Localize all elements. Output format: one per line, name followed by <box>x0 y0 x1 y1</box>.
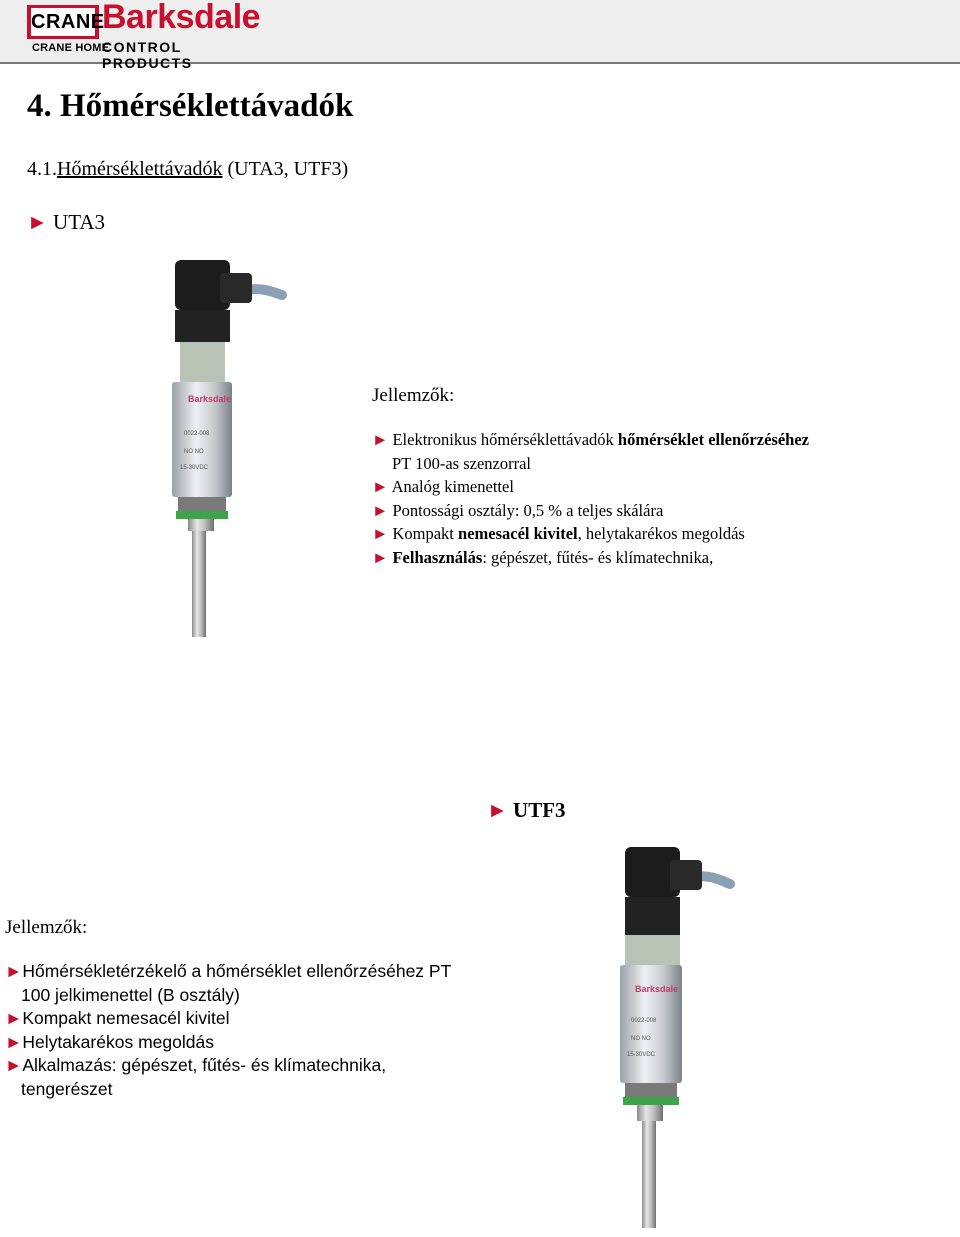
uta3-label: UTA3 <box>53 210 106 234</box>
sensor-brand-label: Barksdale <box>635 984 679 994</box>
control-products-text: CONTROL PRODUCTS <box>102 39 193 71</box>
sensor-brand-label: Barksdale <box>188 394 232 404</box>
utf3-sensor-image <box>595 842 745 1232</box>
utf3-feature-list <box>5 960 451 1101</box>
hex-nut <box>625 1083 677 1097</box>
feature-text: , helytakarékos megoldás <box>577 524 745 543</box>
list-item <box>372 546 809 570</box>
connector-gland <box>220 273 252 303</box>
feature-text-bold: Felhasználás <box>392 547 483 567</box>
list-item <box>372 522 809 546</box>
thread <box>637 1105 663 1121</box>
clear-housing <box>180 342 225 382</box>
barksdale-brand-text: Barksdale <box>102 0 261 36</box>
list-item <box>372 428 809 452</box>
feature-text-bold: hőmérséklet ellenőrzéséhez <box>617 430 809 449</box>
sensor-label-line: 15-30VDC <box>627 1052 656 1058</box>
feature-text: Kompakt <box>392 524 459 543</box>
triangle-bullet-icon: ► <box>5 1008 23 1028</box>
feature-text: Kompakt nemesacél kivitel <box>22 1008 230 1028</box>
feature-text: Hőmérsékletérzékelő a hőmérséklet ellenőrzéséhez PT <box>22 961 452 981</box>
uta3-heading <box>27 210 105 235</box>
connector-neck <box>175 310 230 342</box>
sensor-label-line: NO NO <box>184 449 204 455</box>
sensor-label-line: 15-30VDC <box>180 465 209 471</box>
thread <box>188 519 214 531</box>
triangle-bullet-icon: ► <box>372 500 389 520</box>
page-header <box>0 0 960 71</box>
triangle-bullet-icon: ► <box>372 477 389 496</box>
utf3-label: UTF3 <box>513 798 566 822</box>
list-item <box>372 499 809 523</box>
utf3-sensor-drawing <box>595 842 745 1232</box>
uta3-sensor-drawing <box>150 255 300 645</box>
connector-gland <box>670 860 702 890</box>
section-heading <box>27 158 348 181</box>
probe-stem <box>642 1121 656 1228</box>
list-item <box>372 475 809 499</box>
hex-nut <box>178 497 226 511</box>
connector-neck <box>625 897 680 935</box>
list-item-continuation: 100 jelkimenettel (B osztály) <box>21 984 240 1005</box>
feature-text: Analóg kimenettel <box>391 477 514 496</box>
green-seal <box>623 1097 679 1105</box>
feature-text: Helytakarékos megoldás <box>22 1031 214 1052</box>
feature-text-bold: nemesacél kivitel <box>458 524 578 543</box>
list-item <box>5 1031 451 1055</box>
uta3-sensor-image <box>150 255 300 645</box>
probe-stem <box>192 531 206 637</box>
list-item <box>5 960 451 984</box>
triangle-bullet-icon: ► <box>372 430 389 449</box>
section-heading-underlined: Hőmérséklettávadók <box>57 158 223 180</box>
list-item <box>5 1007 451 1031</box>
triangle-bullet-icon: ► <box>487 798 508 822</box>
page-title: 4. Hőmérséklettávadók <box>27 88 354 124</box>
feature-text: Elektronikus hőmérséklettávadók <box>392 430 618 449</box>
triangle-bullet-icon: ► <box>372 524 389 543</box>
triangle-bullet-icon: ► <box>27 210 48 234</box>
utf3-heading <box>487 798 566 823</box>
list-item-continuation: PT 100-as szenzorral <box>392 453 531 473</box>
crane-logo-text: CRANE <box>31 8 95 36</box>
sensor-label-line: 0022-008 <box>184 431 210 437</box>
triangle-bullet-icon: ► <box>5 1031 23 1052</box>
crane-barksdale-logo <box>27 0 265 71</box>
uta3-features-title: Jellemzők: <box>372 385 455 406</box>
triangle-bullet-icon: ► <box>372 547 389 567</box>
sensor-label-line: 0022-008 <box>631 1018 657 1024</box>
section-heading-rest: (UTA3, UTF3) <box>222 158 349 180</box>
clear-housing <box>625 935 680 965</box>
feature-text: : gépészet, fűtés- és klímatechnika, <box>482 547 714 567</box>
section-number: 4.1. <box>27 158 57 180</box>
crane-logo-box <box>27 5 105 39</box>
list-item-continuation: tengerészet <box>21 1078 113 1099</box>
uta3-feature-list <box>372 428 809 569</box>
crane-home-text: CRANE HOME <box>32 42 110 54</box>
triangle-bullet-icon: ► <box>5 961 23 981</box>
utf3-features-title: Jellemzők: <box>5 917 88 938</box>
list-item <box>5 1054 451 1078</box>
feature-text: Alkalmazás: gépészet, fűtés- és klímatechnika, <box>22 1055 387 1075</box>
sensor-label-line: NO NO <box>631 1036 651 1042</box>
green-seal <box>176 511 228 519</box>
triangle-bullet-icon: ► <box>5 1055 23 1075</box>
feature-text: Pontossági osztály: 0,5 % a teljes skálára <box>392 500 664 520</box>
sensor-body <box>620 965 682 1083</box>
